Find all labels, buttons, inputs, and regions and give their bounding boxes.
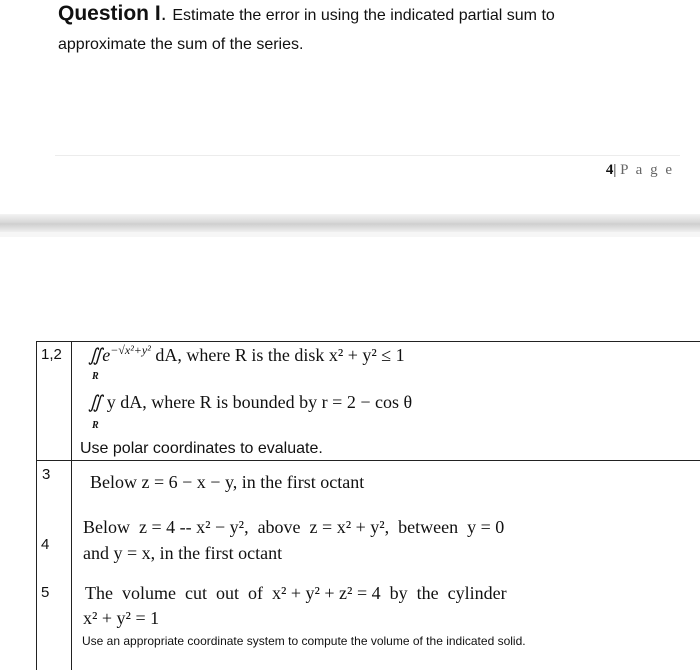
page-word: P a g e	[620, 162, 674, 178]
question-label: Question I	[58, 2, 161, 25]
question-title	[58, 2, 555, 26]
region-label-a: R	[92, 371, 99, 382]
question-text: Estimate the error in using the indicated partial sum to	[172, 7, 555, 24]
problem-3: Below z = 6 − x − y, in the first octant	[90, 472, 365, 492]
divider	[55, 155, 680, 156]
table-row-divider	[36, 460, 700, 461]
page-number	[606, 162, 674, 179]
row-number: 5	[41, 584, 50, 601]
table-left-border	[36, 341, 37, 670]
page-number-value: 4	[605, 162, 614, 178]
integral-a-text: dA, where R is the disk x² + y² ≤ 1	[150, 345, 405, 365]
problem-4-line-2: and y = x, in the first octant	[83, 543, 283, 563]
region-label-b: R	[92, 420, 99, 431]
table-top-border	[36, 341, 700, 342]
integrand-exponent: −√x²+y²	[110, 343, 151, 357]
row-number: 1,2	[41, 346, 62, 363]
table-column-divider	[71, 341, 72, 670]
integral-item-a	[88, 343, 405, 366]
integrand-base: e	[102, 345, 111, 365]
row-number: 4	[41, 536, 50, 553]
instruction-volume: Use an appropriate coordinate system to compute the volume of the indicated solid.	[82, 634, 526, 648]
integral-item-b	[88, 392, 412, 413]
page-break-band	[0, 214, 700, 232]
problem-4-line-1: Below z = 4 -- x² − y², above z = x² + y², between y = 0	[83, 517, 505, 537]
question-text-line-2: approximate the sum of the series.	[58, 36, 304, 53]
problem-5-line-2: x² + y² = 1	[83, 608, 160, 628]
page-break-shadow	[0, 232, 700, 237]
double-integral-symbol: ∬	[88, 392, 103, 412]
question-dot: .	[160, 2, 167, 25]
row-number: 3	[42, 466, 51, 483]
integral-b-text: y dA, where R is bounded by r = 2 − cos θ	[106, 392, 413, 412]
double-integral-symbol: ∬	[88, 345, 103, 365]
problem-5-line-1: The volume cut out of x² + y² + z² = 4 by the cylinder	[85, 583, 507, 603]
instruction-polar: Use polar coordinates to evaluate.	[80, 440, 323, 457]
page-separator: |	[613, 162, 617, 178]
